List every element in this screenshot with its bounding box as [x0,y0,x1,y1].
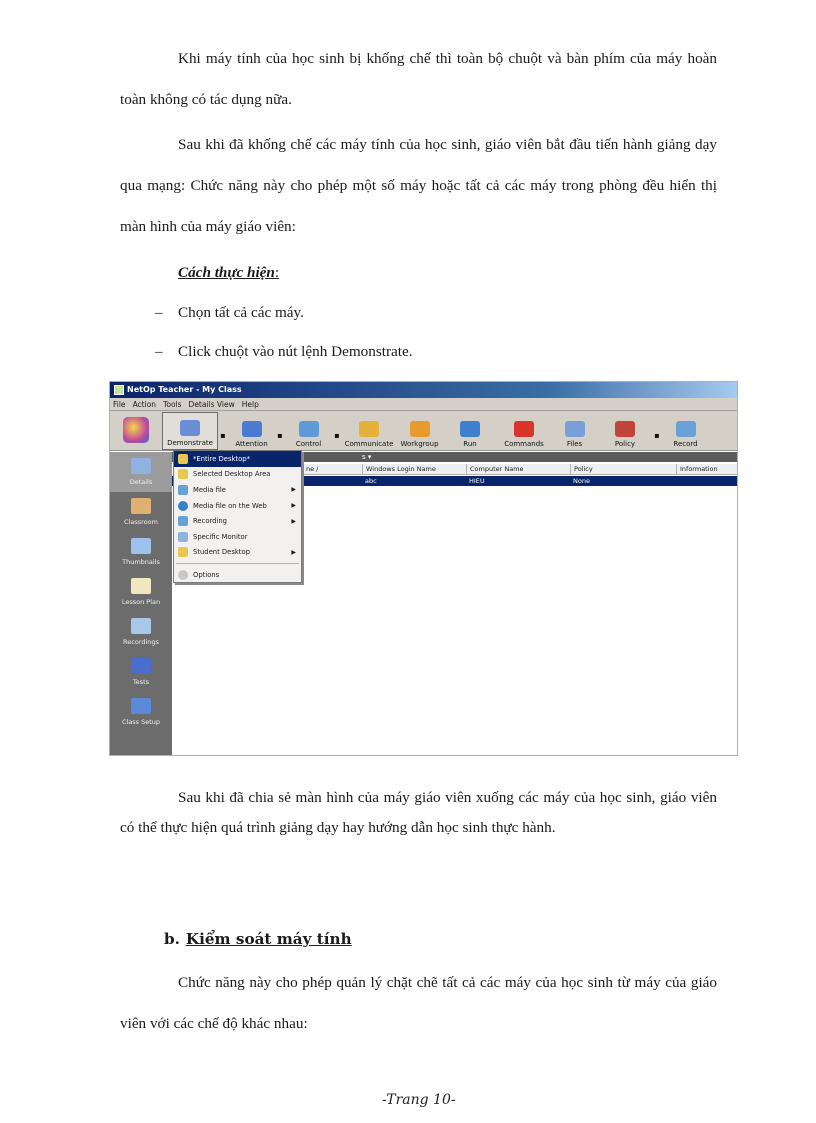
menu-tools[interactable]: Tools [163,400,182,409]
step-dash: – [155,304,163,321]
menu-item-label: Specific Monitor [193,532,248,541]
menu-action[interactable]: Action [132,400,157,409]
monitor-icon [178,532,188,542]
step-2 [155,343,413,361]
toolbar-label: Control [295,440,322,448]
row-cell-computer: HIEU [469,477,485,485]
attention-dropdown-arrow[interactable]: ▪ [277,430,283,440]
menu-item-label: Options [193,570,220,579]
sidebar-item-label: Classroom [124,518,158,526]
sidebar-item-label: Details [129,478,153,486]
row-cell-login: abc [365,477,377,485]
menu-separator [176,563,299,564]
menu-item-selected-desktop-area[interactable] [174,467,301,483]
sidebar-item-classroom[interactable] [110,492,172,532]
policy-dropdown-arrow[interactable]: ▪ [654,430,660,440]
classroom-logo-icon [110,410,162,450]
sidebar-item-details[interactable] [110,452,172,492]
grid-title-bar: s ▾ [172,452,737,462]
policy-icon [615,421,635,437]
submenu-arrow-icon: ▶ [291,548,296,556]
demonstrate-dropdown-menu [173,450,302,583]
menu-item-label: Media file on the Web [193,501,267,510]
toolbar-label: Commands [504,440,544,448]
menu-item-media-file[interactable] [174,482,301,498]
toolbar-label: Attention [235,440,268,448]
sidebar-item-recordings[interactable] [110,612,172,652]
step-text: Click chuột vào nút lệnh Demonstrate. [178,343,413,360]
record-icon [676,421,696,437]
recording-icon [178,516,188,526]
toolbar-label: Files [566,440,583,448]
toolbar-files-button[interactable] [551,412,598,450]
menu-item-entire-desktop[interactable] [174,451,301,467]
column-header-name[interactable]: ne / [302,464,362,475]
menu-item-label: *Entire Desktop* [193,454,250,463]
method-heading [178,264,279,282]
section-title: Kiểm soát máy tính [185,930,352,948]
sidebar [110,452,172,756]
menu-details-view[interactable]: Details View [188,400,235,409]
column-header-information[interactable]: Information [676,464,737,475]
toolbar-label: Demonstrate [167,439,213,447]
toolbar-run-button[interactable] [443,412,497,450]
workgroup-icon [410,421,430,437]
demonstrate-icon [180,420,200,436]
commands-icon [514,421,534,437]
row-cell-information [676,476,737,486]
menu-item-specific-monitor[interactable] [174,529,301,545]
sidebar-item-thumbnails[interactable] [110,532,172,572]
toolbar-label: Record [673,440,698,448]
desktop-icon [178,454,188,464]
communicate-icon [359,421,379,437]
window-title: NetOp Teacher - My Class [127,385,242,394]
section-heading [164,930,352,948]
toolbar-label: Policy [614,440,636,448]
files-icon [565,421,585,437]
classroom-icon [131,498,151,514]
options-icon [178,570,188,580]
sidebar-item-class-setup[interactable] [110,692,172,732]
sidebar-item-label: Class Setup [121,718,161,726]
toolbar-label: Run [463,440,477,448]
method-heading-text: Cách thực hiện [178,264,275,281]
sidebar-item-label: Tests [132,678,150,686]
demonstrate-dropdown-arrow[interactable]: ▪ [220,430,226,440]
menu-item-options[interactable] [174,567,301,583]
sidebar-item-lesson-plan[interactable] [110,572,172,612]
method-heading-colon: : [274,264,280,281]
class-setup-icon [131,698,151,714]
toolbar-label: Communicate [344,440,394,448]
submenu-arrow-icon: ▶ [291,502,296,510]
menu-item-recording[interactable] [174,513,301,529]
menu-file[interactable]: File [113,400,126,409]
step-1 [155,304,304,322]
toolbar-attention-button[interactable] [228,412,275,450]
menu-item-label: Media file [193,485,226,494]
menu-item-label: Student Desktop [193,548,250,557]
student-desktop-icon [178,547,188,557]
sidebar-item-label: Lesson Plan [121,598,161,606]
toolbar-control-button[interactable] [285,412,332,450]
sidebar-item-tests[interactable] [110,652,172,692]
step-text: Chọn tất cả các máy. [178,304,304,321]
paragraph-2: Sau khi đã khống chế các máy tính của học sinh, giáo viên bắt đầu tiến hành giảng dạy qua mạng: Chức năng này cho phép một số máy hoặc tất cả các máy trong phòng đều hiển thị màn hình của máy giáo viên: [120,136,717,235]
toolbar-record-button[interactable] [662,412,709,450]
step-dash: – [155,343,163,360]
toolbar-communicate-button[interactable] [342,412,396,450]
run-icon [460,421,480,437]
menu-item-label: Recording [193,517,227,526]
tests-icon [131,658,151,674]
media-icon [178,485,188,495]
control-icon [299,421,319,437]
sidebar-item-label: Recordings [123,638,159,646]
attention-icon [242,421,262,437]
toolbar-policy-button[interactable] [598,412,652,450]
column-header-policy[interactable]: Policy [570,464,676,475]
window-titlebar [110,382,737,398]
app-icon [114,385,124,395]
paragraph-1: Khi máy tính của học sinh bị khống chế thì toàn bộ chuột và bàn phím của máy hoàn toàn không có tác dụng nữa. [120,50,717,108]
column-header-windows-login[interactable]: Windows Login Name [362,464,466,475]
paragraph-3: Sau khi đã chia sẻ màn hình của máy giáo viên xuống các máy của học sinh, giáo viên có thể thực hiện quá trình giảng dạy hay hướng dẫn học sinh thực hành. [120,789,717,836]
submenu-arrow-icon: ▶ [291,517,296,525]
area-icon [178,469,188,479]
submenu-arrow-icon: ▶ [291,486,296,494]
menu-bar [110,398,737,411]
row-cell-policy: None [573,477,590,485]
recordings-icon [131,618,151,634]
sidebar-item-label: Thumbnails [122,558,160,566]
toolbar [110,411,737,451]
details-icon [131,458,151,474]
web-icon [178,501,188,511]
toolbar-workgroup-button[interactable] [396,412,443,450]
column-header-computer-name[interactable]: Computer Name [466,464,570,475]
menu-item-label: Selected Desktop Area [193,470,271,479]
thumbnails-icon [131,538,151,554]
toolbar-label: Workgroup [400,440,439,448]
lesson-plan-icon [131,578,151,594]
menu-help[interactable]: Help [241,400,259,409]
menu-item-media-file-web[interactable] [174,498,301,514]
page-footer: -Trang 10- [382,1092,456,1108]
menu-item-student-desktop[interactable] [174,545,301,561]
paragraph-4: Chức năng này cho phép quản lý chặt chẽ tất cả các máy của học sinh từ máy của giáo viên với các chế độ khác nhau: [120,974,717,1032]
section-number: b. [164,930,180,948]
toolbar-demonstrate-button[interactable] [162,412,218,450]
control-dropdown-arrow[interactable]: ▪ [334,430,340,440]
netop-screenshot [109,381,738,756]
toolbar-commands-button[interactable] [497,412,551,450]
